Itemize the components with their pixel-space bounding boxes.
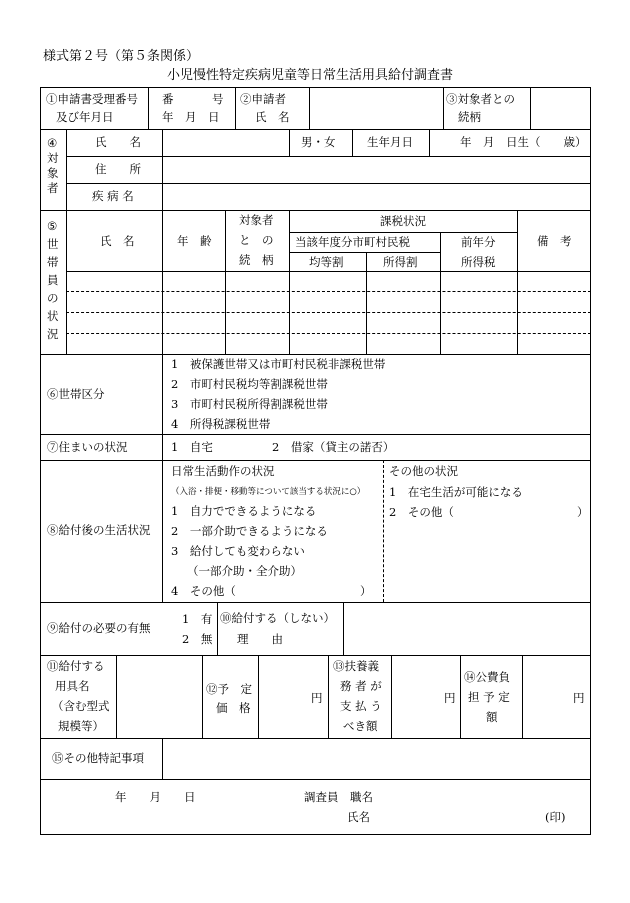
income-levy: 所得割 <box>383 255 418 269</box>
col-relation-3: 続 柄 <box>239 253 274 267</box>
housing-label: ⑦住まいの状況 <box>47 440 128 454</box>
support-label-2: 務 者 が <box>340 679 382 693</box>
item-label-4: 規模等） <box>58 719 104 733</box>
class-option-4: 4 所得税課税世帯 <box>171 417 271 431</box>
address-label: 住 所 <box>95 162 141 176</box>
support-label-3: 支 払 う <box>340 699 382 713</box>
household-class-label: ⑥世帯区分 <box>47 387 105 401</box>
item-label-1: ⑪給付する <box>47 659 105 673</box>
birth-value: 年 月 日生（ 歳） <box>460 135 587 149</box>
disease-label: 疾 病 名 <box>92 189 134 203</box>
applicant-name-label: 氏 名 <box>255 110 290 124</box>
col-relation-2: と の <box>239 233 274 247</box>
item-label-3: （含む型式 <box>52 699 110 713</box>
remarks: 備 考 <box>537 234 572 248</box>
household-label-num: ⑤ <box>47 219 58 233</box>
adl-option-3-sub: （一部介助・全介助） <box>187 564 302 578</box>
support-label-1: ⑬扶養義 <box>333 659 379 673</box>
adl-title: 日常生活動作の状況 <box>171 464 275 478</box>
subject-label-c3: 者 <box>47 181 59 195</box>
price-yen: 円 <box>311 691 323 705</box>
other-option-close: ） <box>577 505 589 519</box>
public-label-3: 額 <box>486 710 498 724</box>
prev-year-income-tax: 所得税 <box>461 255 496 269</box>
other-option-2: 2 その他（ <box>389 505 454 519</box>
receipt-date-label: 及び年月日 <box>56 110 114 124</box>
reason-label: ⑩給付する（しない） <box>220 611 335 625</box>
current-year-tax: 当該年度分市町村民税 <box>295 235 410 249</box>
form-number: 様式第２号（第５条関係） <box>43 49 200 64</box>
other-option-1: 1 在宅生活が可能になる <box>389 485 523 499</box>
public-yen: 円 <box>573 691 585 705</box>
subject-label-c1: 対 <box>47 151 59 165</box>
adl-note: （入浴・排便・移動等について該当する状況に○） <box>171 487 366 497</box>
public-label-1: ⑭公費負 <box>464 670 510 684</box>
household-label-c4: の <box>47 291 59 305</box>
price-label-1: ⑫予 定 <box>206 682 252 696</box>
seal-mark: (印) <box>545 810 566 824</box>
reason-label-2: 理 由 <box>237 632 283 646</box>
notes-label: ⑮その他特記事項 <box>52 751 144 765</box>
applicant-label: ②申請者 <box>240 92 286 106</box>
support-yen: 円 <box>444 691 456 705</box>
col-relation-1: 対象者 <box>239 213 274 227</box>
relation-label-2: 続柄 <box>458 110 481 124</box>
page-title: 小児慢性特定疾病児童等日常生活用具給付調査書 <box>167 68 454 83</box>
sex-field: 男・女 <box>301 135 336 149</box>
adl-option-1: 1 自力でできるようになる <box>171 504 317 518</box>
prev-year: 前年分 <box>461 235 496 249</box>
support-label-4: べき額 <box>343 719 378 733</box>
subject-label-c2: 象 <box>47 166 59 180</box>
number-suffix: 号 <box>212 92 224 106</box>
price-label-2: 価 格 <box>216 701 251 715</box>
investigator-title: 調査員 職名 <box>304 790 373 804</box>
item-label-2: 用具名 <box>55 679 90 693</box>
housing-own: 1 自宅 <box>171 440 213 454</box>
receipt-number-label: ①申請書受理番号 <box>46 92 138 106</box>
necessity-yes: 1 有 <box>182 612 213 626</box>
household-label-c3: 員 <box>47 273 59 287</box>
household-label-c2: 帯 <box>47 255 59 269</box>
tax-status: 課税状況 <box>380 214 426 228</box>
necessity-no: 2 無 <box>182 632 213 646</box>
class-option-1: 1 被保護世帯又は市町村民税非課税世帯 <box>171 357 386 371</box>
household-label-c5: 状 <box>47 309 59 323</box>
household-label-c1: 世 <box>47 237 59 251</box>
adl-option-2: 2 一部介助できるようになる <box>171 524 328 538</box>
public-label-2: 担 予 定 <box>468 690 510 704</box>
col-age: 年 齢 <box>177 234 212 248</box>
subject-label-num: ④ <box>47 136 58 150</box>
footer-date: 年 月 日 <box>115 790 196 804</box>
relation-label: ③対象者との <box>446 92 515 106</box>
necessity-label: ⑨給付の必要の有無 <box>47 621 151 635</box>
receipt-date: 年 月 日 <box>162 110 220 124</box>
other-title: その他の状況 <box>389 464 458 478</box>
investigator-name: 氏名 <box>347 810 370 824</box>
class-option-3: 3 市町村民税所得割課税世帯 <box>171 397 328 411</box>
col-name: 氏 名 <box>100 234 135 248</box>
household-label-c6: 況 <box>47 327 59 341</box>
number-prefix: 番 <box>162 92 174 106</box>
per-capita-levy: 均等割 <box>309 255 344 269</box>
class-option-2: 2 市町村民税均等割課税世帯 <box>171 377 328 391</box>
adl-other-close: ） <box>360 584 372 598</box>
life-after-label: ⑧給付後の生活状況 <box>47 523 151 537</box>
subject-name-label: 氏 名 <box>95 135 141 149</box>
birth-label: 生年月日 <box>367 135 413 149</box>
housing-rent: 2 借家（貸主の諾否） <box>272 440 395 454</box>
adl-other: 4 その他（ <box>171 584 236 598</box>
adl-option-3: 3 給付しても変わらない <box>171 544 305 558</box>
